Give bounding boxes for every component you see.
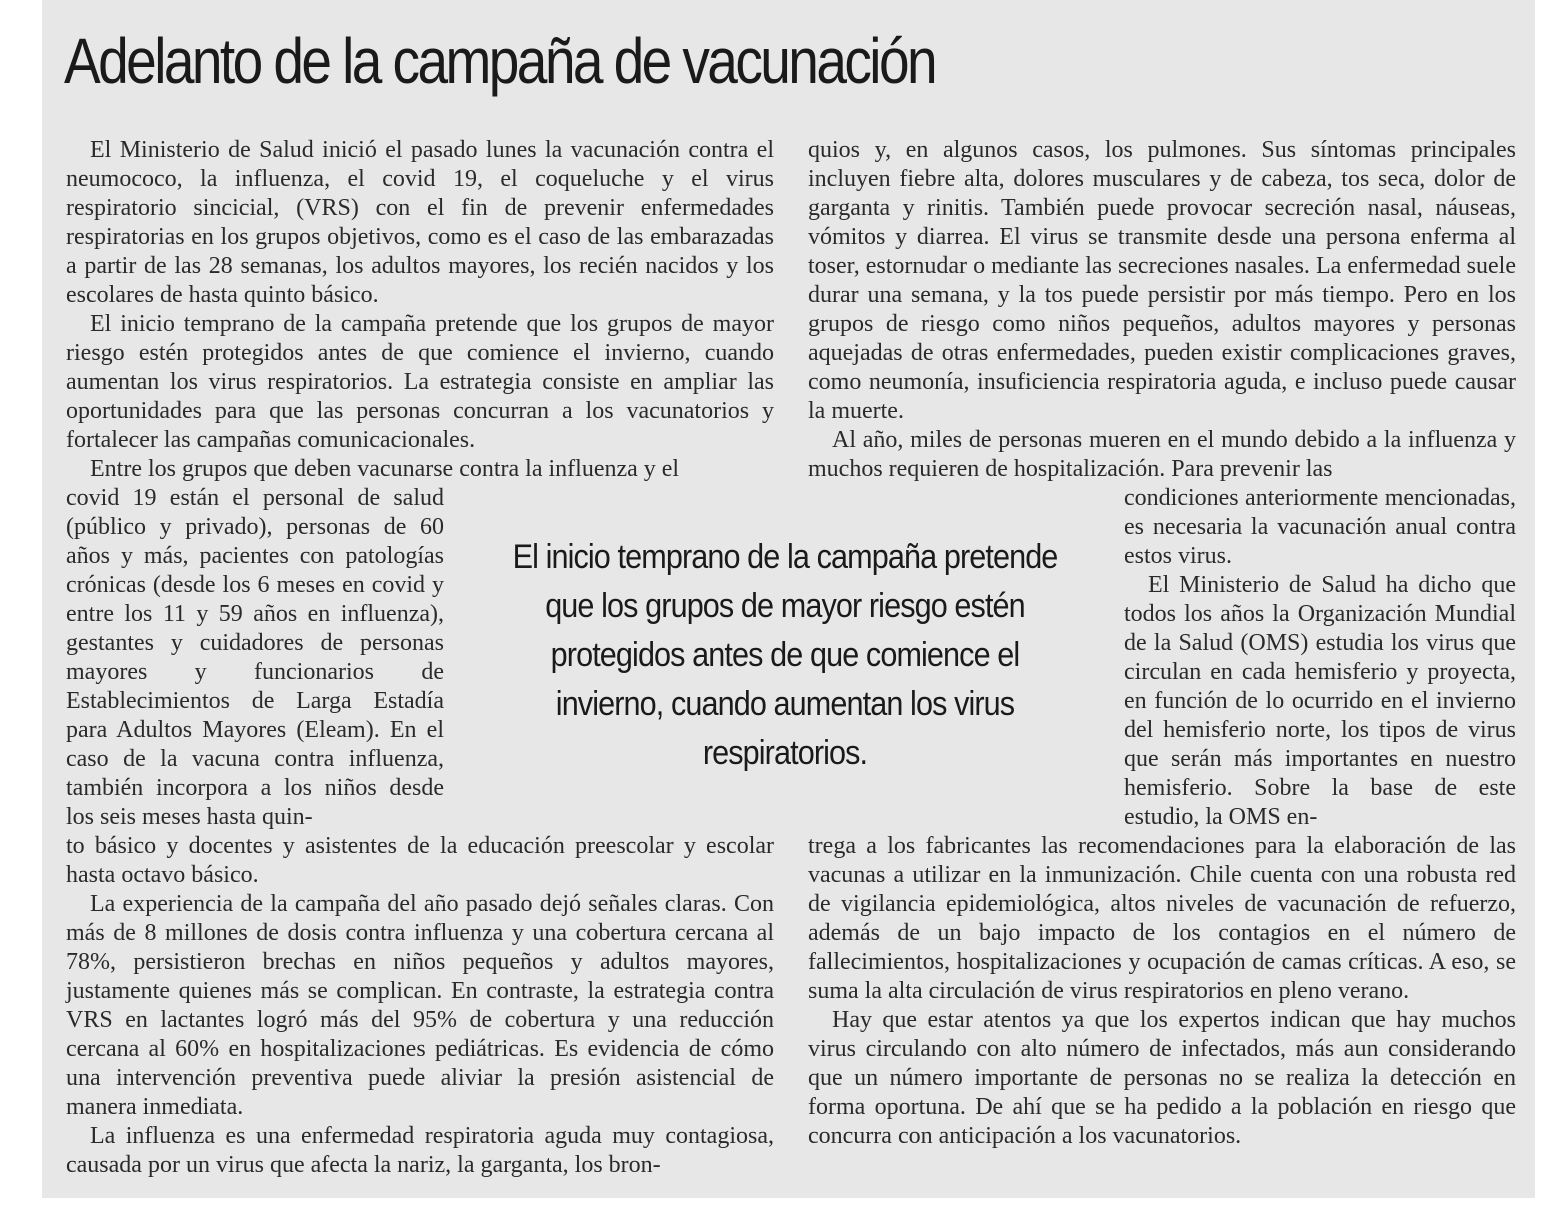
paragraph: quios y, en algunos casos, los pulmones. Sus síntomas principales incluyen fiebre alta, dolores musculares y de cabeza, tos seca, dolor de garganta y rinitis. También puede provocar secreción nasal, náuseas, vómitos y diarrea. El virus se transmite desde una persona enferma al toser, estornudar o mediante las secreciones nasales. La enfermedad suele durar una semana, y la tos puede persistir por más tiempo. Pero en los grupos de riesgo como niños pequeños, adultos mayores y personas aquejadas de otras enfermedades, pueden existir complicaciones graves, como neumonía, insuficiencia respiratoria aguda, e incluso puede causar la muerte. — [808, 137, 1516, 424]
paragraph: La influenza es una enfermedad respiratoria aguda muy contagiosa, causada por un virus que afecta la nariz, la garganta, los bron- — [66, 1123, 774, 1178]
column-right-narrow — [1124, 484, 1516, 832]
column-right-top — [808, 136, 1516, 484]
column-right-bottom — [808, 832, 1516, 1151]
paragraph: to básico y docentes y asistentes de la educación preescolar y escolar hasta octavo básico. — [66, 833, 774, 888]
pull-quote-text: El inicio temprano de la campaña pretende que los grupos de mayor riesgo estén protegidos antes de que comience el invierno, cuando aumentan los virus respiratorios. — [512, 537, 1058, 772]
headline: Adelanto de la campaña de vacunación — [64, 25, 936, 97]
paragraph: La experiencia de la campaña del año pasado dejó señales claras. Con más de 8 millones de dosis contra influenza y una cobertura cercana al 78%, persistieron brechas en niños pequeños y adultos mayores, justamente quienes más se complican. En contraste, la estrategia contra VRS en lactantes logró más del 95% de cobertura y una reducción cercana al 60% en hospitalizaciones pediátricas. Es evidencia de cómo una intervención preventiva puede aliviar la presión asistencial de manera inmediata. — [66, 891, 774, 1120]
paragraph: Entre los grupos que deben vacunarse contra la influenza y el — [90, 456, 680, 482]
paragraph: condiciones anteriormente mencionadas, es necesaria la vacunación anual contra estos virus. — [1124, 485, 1516, 569]
paragraph: El Ministerio de Salud ha dicho que todos los años la Organización Mundial de la Salud (OMS) estudia los virus que circulan en cada hemisferio y proyecta, en función de lo ocurrido en el invierno del hemisferio norte, los tipos de virus que serán más importantes en nuestro hemisferio. Sobre la base de este estudio, la OMS en- — [1124, 572, 1516, 830]
paragraph: El inicio temprano de la campaña pretende que los grupos de mayor riesgo estén protegidos antes de que comience el invierno, cuando aumentan los virus respiratorios. La estrategia consiste en ampliar las oportunidades para que las personas concurran a los vacunatorios y fortalecer las campañas comunicacionales. — [66, 311, 774, 453]
pull-quote — [470, 530, 1100, 780]
paragraph: covid 19 están el personal de salud (público y privado), personas de 60 años y más, pacientes con patologías crónicas (desde los 6 meses en covid y entre los 11 y 59 años en influenza), gestantes y cuidadores de personas mayores y funcionarios de Establecimientos de Larga Estadía para Adultos Mayores (Eleam). En el caso de la vacuna contra influenza, también incorpora a los niños desde los seis meses hasta quin- — [66, 485, 444, 830]
column-left-top — [66, 136, 774, 484]
paragraph: El Ministerio de Salud inició el pasado lunes la vacunación contra el neumococo, la influenza, el covid 19, el coqueluche y el virus respiratorio sincicial, (VRS) con el fin de prevenir enfermedades respiratorias en los grupos objetivos, como es el caso de las embarazadas a partir de las 28 semanas, los adultos mayores, los recién nacidos y los escolares de hasta quinto básico. — [66, 137, 774, 308]
paragraph: Al año, miles de personas mueren en el mundo debido a la influenza y muchos requieren de hospitalización. Para prevenir las — [808, 427, 1516, 482]
column-left-bottom — [66, 832, 774, 1180]
column-left-narrow — [66, 484, 444, 832]
paragraph: Hay que estar atentos ya que los expertos indican que hay muchos virus circulando con alto número de infectados, más aun considerando que un número importante de personas no se realiza la detección en forma oportuna. De ahí que se ha pedido a la población en riesgo que concurra con anticipación a los vacunatorios. — [808, 1007, 1516, 1149]
paragraph: trega a los fabricantes las recomendaciones para la elaboración de las vacunas a utilizar en la inmunización. Chile cuenta con una robusta red de vigilancia epidemiológica, altos niveles de vacunación de refuerzo, además de un bajo impacto de los contagios en el número de fallecimientos, hospitalizaciones y ocupación de camas críticas. A eso, se suma la alta circulación de virus respiratorios en pleno verano. — [808, 833, 1516, 1004]
